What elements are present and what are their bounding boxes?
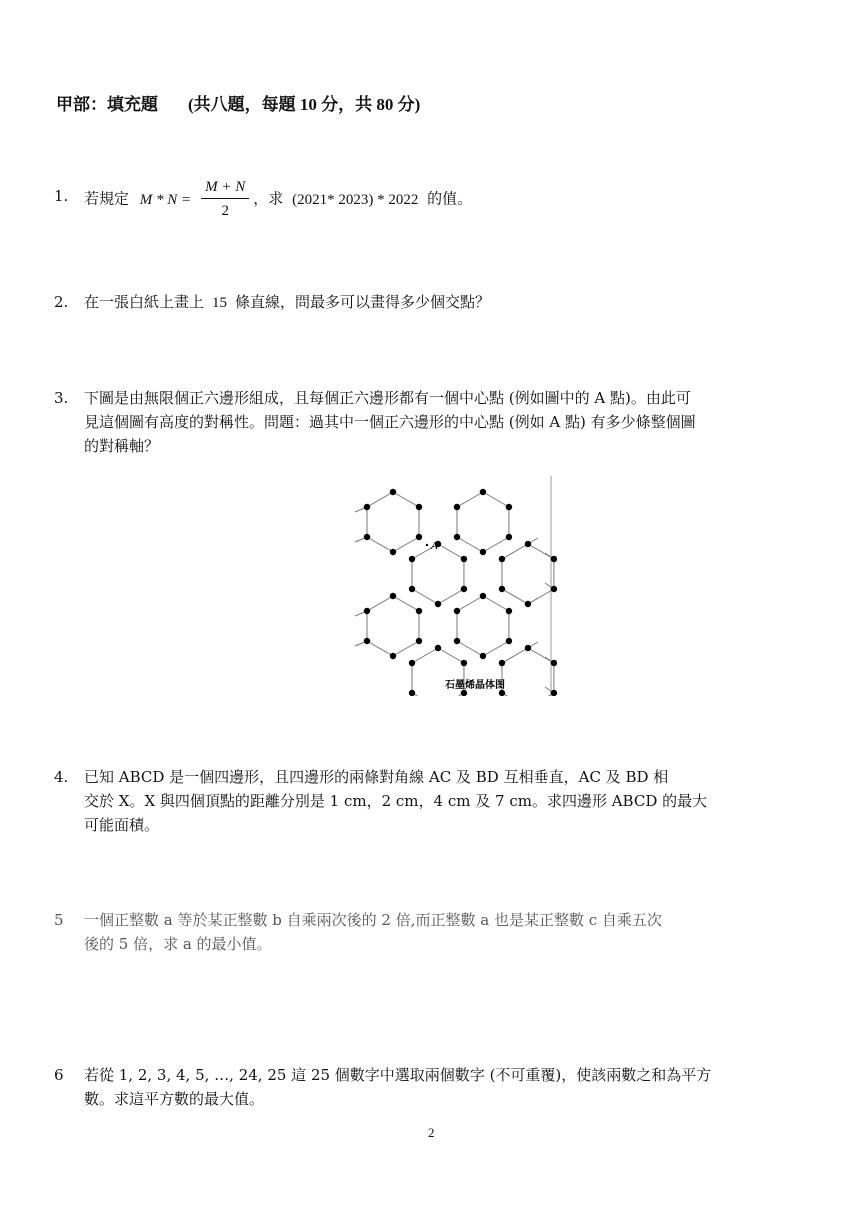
lattice-vertex — [480, 653, 486, 659]
question-text — [84, 765, 804, 837]
lattice-vertex — [416, 608, 422, 614]
lattice-edge — [483, 537, 509, 552]
lattice-edge — [438, 648, 464, 663]
lattice-vertex — [551, 586, 557, 592]
q6-line-2: 數。求這平方數的最大值。 — [84, 1090, 265, 1108]
lattice-vertex — [390, 549, 396, 555]
lattice-edge — [502, 693, 528, 696]
q1-middle: ，求 — [253, 189, 284, 208]
q1-suffix: 的值。 — [427, 189, 473, 208]
lattice-edge — [502, 648, 528, 663]
q1-numerator: M + N — [201, 176, 249, 199]
hexagon-lattice-diagram — [333, 470, 557, 696]
lattice-vertex — [364, 504, 370, 510]
q2-after: 條直線，問最多可以畫得多少個交點？ — [235, 293, 491, 311]
lattice-vertex — [551, 660, 557, 666]
question-6 — [54, 1063, 834, 1111]
question-number: 4. — [54, 768, 69, 786]
lattice-vertex — [409, 690, 415, 696]
question-5 — [54, 908, 834, 956]
lattice-edge — [502, 544, 528, 559]
lattice-edge — [438, 693, 464, 696]
lattice-vertex — [454, 504, 460, 510]
section-title: 甲部：填充題 — [56, 95, 158, 115]
lattice-vertex — [390, 489, 396, 495]
lattice-vertex — [525, 541, 531, 547]
lattice-vertex — [461, 556, 467, 562]
lattice-vertex — [390, 593, 396, 599]
lattice-vertex — [435, 601, 441, 607]
lattice-vertex — [499, 660, 505, 666]
question-number: 5 — [54, 911, 64, 929]
q1-denominator: 2 — [221, 203, 229, 219]
lattice-vertex — [364, 534, 370, 540]
lattice-edge — [438, 544, 464, 559]
lattice-edge — [393, 492, 419, 507]
q4-line-3: 可能面積。 — [84, 816, 160, 834]
q3-line-1: 下圖是由無限個正六邊形組成，且每個正六邊形都有一個中心點 (例如圖中的 A 點)。由此可 — [84, 389, 691, 407]
lattice-vertex — [551, 556, 557, 562]
lattice-vertex — [435, 645, 441, 651]
lattice-edge — [483, 641, 509, 656]
lattice-vertex — [506, 534, 512, 540]
question-text — [84, 290, 804, 315]
lattice-vertex — [364, 608, 370, 614]
lattice-edge — [367, 492, 393, 507]
lattice-vertex — [480, 593, 486, 599]
lattice-edge — [412, 693, 438, 696]
lattice-edge — [367, 596, 393, 611]
lattice-vertex — [499, 586, 505, 592]
lattice-vertex — [364, 638, 370, 644]
lattice-vertex — [416, 534, 422, 540]
lattice-vertex — [525, 601, 531, 607]
question-2 — [54, 290, 834, 314]
lattice-vertex — [416, 638, 422, 644]
question-1 — [54, 176, 834, 226]
q1-expression: (2021* 2023) * 2022 — [292, 191, 419, 208]
question-4 — [54, 765, 834, 837]
lattice-vertex — [499, 556, 505, 562]
lattice-vertex — [506, 638, 512, 644]
lattice-edge — [393, 641, 419, 656]
q3-line-2: 見這個圖有高度的對稱性。問題：過其中一個正六邊形的中心點 (例如 A 點) 有多少條整個圖 — [84, 413, 696, 431]
point-a-label: A — [431, 540, 438, 552]
page-number: 2 — [428, 1125, 435, 1140]
question-number: 3. — [54, 389, 69, 407]
section-heading — [56, 90, 420, 115]
q1-lhs: M * N = — [139, 191, 192, 208]
question-text — [84, 386, 804, 458]
q3-line-3: 的對稱軸？ — [84, 437, 160, 455]
lattice-vertex — [409, 586, 415, 592]
lattice-vertex — [461, 660, 467, 666]
lattice-edge — [393, 537, 419, 552]
q4-line-1: 已知 ABCD 是一個四邊形，且四邊形的兩條對角線 AC 及 BD 互相垂直，AC 及 BD 相 — [84, 768, 669, 786]
lattice-edge — [528, 693, 554, 696]
lattice-edge — [367, 537, 393, 552]
lattice-edge — [367, 641, 393, 656]
lattice-vertex — [390, 653, 396, 659]
figure-caption: 石墨烯晶体图 — [445, 680, 505, 691]
lattice-vertex — [506, 608, 512, 614]
lattice-edge — [412, 589, 438, 604]
lattice-vertex — [454, 534, 460, 540]
lattice-edge — [457, 537, 483, 552]
lattice-edge — [457, 641, 483, 656]
question-3 — [54, 386, 834, 458]
question-number: 2. — [54, 293, 69, 311]
point-a-dot — [426, 544, 428, 546]
lattice-edge — [412, 648, 438, 663]
lattice-vertex — [480, 489, 486, 495]
lattice-vertex — [454, 638, 460, 644]
lattice-edge — [393, 596, 419, 611]
question-text — [84, 908, 804, 956]
lattice-edge — [502, 589, 528, 604]
q1-fraction — [201, 176, 249, 223]
lattice-edge — [483, 492, 509, 507]
lattice-vertex — [461, 586, 467, 592]
lattice-edge — [438, 589, 464, 604]
section-subtitle: (共八題，每題 10 分，共 80 分) — [188, 95, 421, 114]
q2-before: 在一張白紙上畫上 — [84, 293, 205, 311]
question-text — [84, 1063, 804, 1111]
lattice-edge — [457, 596, 483, 611]
lattice-edge — [457, 492, 483, 507]
question-text — [84, 176, 804, 223]
lattice-edge — [483, 596, 509, 611]
lattice-vertex — [506, 504, 512, 510]
q2-count: 15 — [212, 295, 228, 311]
question-number: 6 — [54, 1066, 64, 1084]
q5-line-2: 後的 5 倍，求 a 的最小值。 — [84, 935, 272, 953]
lattice-vertex — [454, 608, 460, 614]
lattice-vertex — [409, 660, 415, 666]
lattice-vertex — [551, 690, 557, 696]
question-number: 1. — [54, 187, 69, 205]
q1-prefix: 若規定 — [84, 189, 130, 208]
lattice-vertex — [480, 549, 486, 555]
lattice-vertex — [525, 645, 531, 651]
lattice-vertex — [409, 556, 415, 562]
q5-line-1: 一個正整數 a 等於某正整數 b 自乘兩次後的 2 倍,而正整數 a 也是某正整數 c 自乘五次 — [84, 911, 662, 929]
q4-line-2: 交於 X。X 與四個頂點的距離分別是 1 cm，2 cm，4 cm 及 7 cm。求四邊形 ABCD 的最大 — [84, 792, 708, 810]
q6-line-1: 若從 1, 2, 3, 4, 5, …, 24, 25 這 25 個數字中選取兩個數字 (不可重覆)，使該兩數之和為平方 — [84, 1066, 712, 1084]
graphene-figure — [333, 470, 557, 696]
lattice-vertex — [416, 504, 422, 510]
